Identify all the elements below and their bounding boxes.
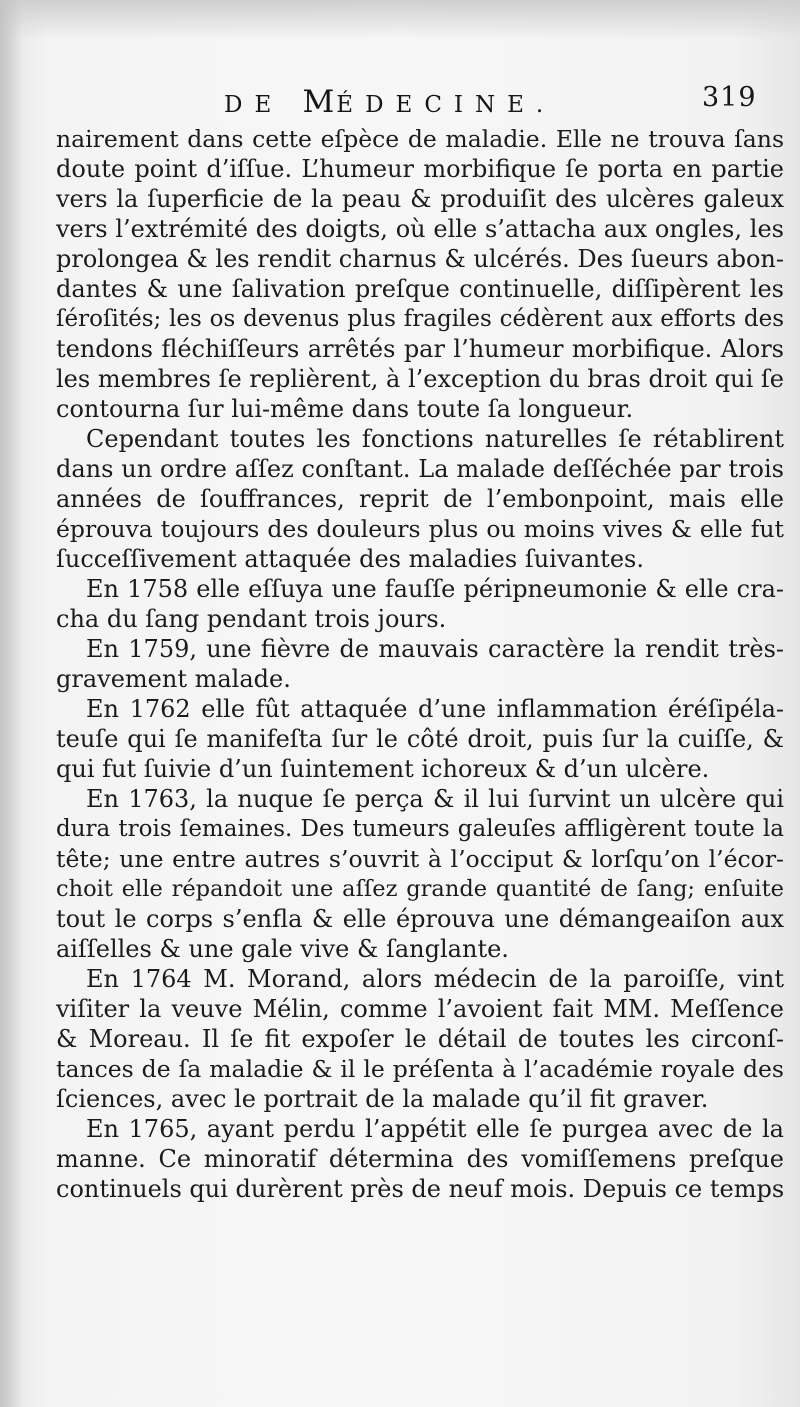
text-line: doute point d’iſſue. L’humeur morbifique ſe porta en partie: [56, 155, 784, 183]
running-head: [0, 78, 800, 122]
text-line: vers l’extrémité des doigts, où elle s’attacha aux ongles, les: [56, 215, 784, 243]
text-line: En 1764 M. Morand, alors médecin de la paroiſſe, vint: [86, 965, 784, 993]
page-number: 319: [702, 82, 757, 113]
text-line: cha du ſang pendant trois jours.: [56, 605, 447, 633]
page-gutter-shadow: [0, 0, 22, 1407]
text-line: Cependant toutes les fonctions naturelles ſe rétablirent: [86, 425, 784, 453]
text-line: ſciences, avec le portrait de la malade qu’il fit graver.: [56, 1085, 709, 1113]
text-line: En 1762 elle fût attaquée d’une inflammation éréſipéla-: [86, 695, 784, 723]
text-line: vers la ſuperficie de la peau & produiſit des ulcères galeux: [56, 185, 784, 213]
text-line: éprouva toujours des douleurs plus ou moins vives & elle fut: [56, 515, 784, 543]
text-line: ſucceſſivement attaquée des maladies ſuivantes.: [56, 545, 644, 573]
text-line: nairement dans cette eſpèce de maladie. Elle ne trouva ſans: [56, 125, 784, 153]
running-title-prefix: DE: [224, 92, 284, 118]
text-line: dans un ordre aſſez conſtant. La malade deſſéchée par trois: [56, 455, 784, 483]
text-line: tendons fléchiſſeurs arrêtés par l’humeur morbifique. Alors: [56, 335, 784, 363]
text-line: aiſſelles & une gale vive & ſanglante.: [56, 935, 509, 963]
text-line: dantes & une ſalivation preſque continuelle, diſſipèrent les: [56, 275, 784, 303]
text-line: teuſe qui ſe manifeſta ſur le côté droit, puis ſur la cuiſſe, &: [56, 725, 784, 753]
text-line: contourna ſur lui-même dans toute ſa longueur.: [56, 395, 634, 423]
text-line: les membres ſe replièrent, à l’exception du bras droit qui ſe: [56, 365, 784, 393]
running-title: [224, 84, 555, 120]
text-line: manne. Ce minoratif détermina des vomiſſemens preſque: [56, 1145, 784, 1173]
body-text: [56, 124, 784, 1204]
text-line: dura trois ſemaines. Des tumeurs galeuſes affligèrent toute la: [56, 816, 784, 842]
text-line: qui fut ſuivie d’un ſuintement ichoreux & d’un ulcère.: [56, 755, 710, 783]
text-line: En 1763, la nuque ſe perça & il lui ſurvint un ulcère qui: [86, 785, 784, 813]
text-line: continuels qui durèrent près de neuf mois. Depuis ce temps: [56, 1175, 784, 1203]
text-line: En 1765, ayant perdu l’appétit elle ſe purgea avec de la: [86, 1115, 784, 1143]
text-line: années de ſouffrances, reprit de l’embonpoint, mais elle: [56, 485, 784, 513]
text-line: ſéroſités; les os devenus plus fragiles cédèrent aux efforts des: [56, 306, 784, 332]
text-line: En 1759, une fièvre de mauvais caractère la rendit très-: [86, 635, 784, 663]
running-title-initial: M: [302, 84, 337, 120]
text-line: tête; une entre autres s’ouvrit à l’occiput & lorſqu’on l’écor-: [56, 845, 784, 873]
text-line: prolongea & les rendit charnus & ulcérés. Des ſueurs abon-: [56, 245, 784, 273]
running-title-rest: ÉDECINE.: [336, 92, 556, 118]
text-line: tout le corps s’enfla & elle éprouva une démangeaiſon aux: [56, 905, 784, 933]
text-line: gravement malade.: [56, 665, 291, 693]
text-line: & Moreau. Il ſe fit expoſer le détail de toutes les circonſ-: [56, 1025, 784, 1053]
text-line: tances de ſa maladie & il le préſenta à l’académie royale des: [56, 1055, 784, 1083]
text-line: En 1758 elle eſſuya une fauſſe péripneumonie & elle cra-: [86, 575, 784, 603]
text-line: choit elle répandoit une aſſez grande quantité de ſang; enſuite: [56, 876, 784, 902]
page-top-shadow: [0, 0, 800, 40]
text-line: viſiter la veuve Mélin, comme l’avoient fait MM. Meſſence: [56, 995, 784, 1023]
